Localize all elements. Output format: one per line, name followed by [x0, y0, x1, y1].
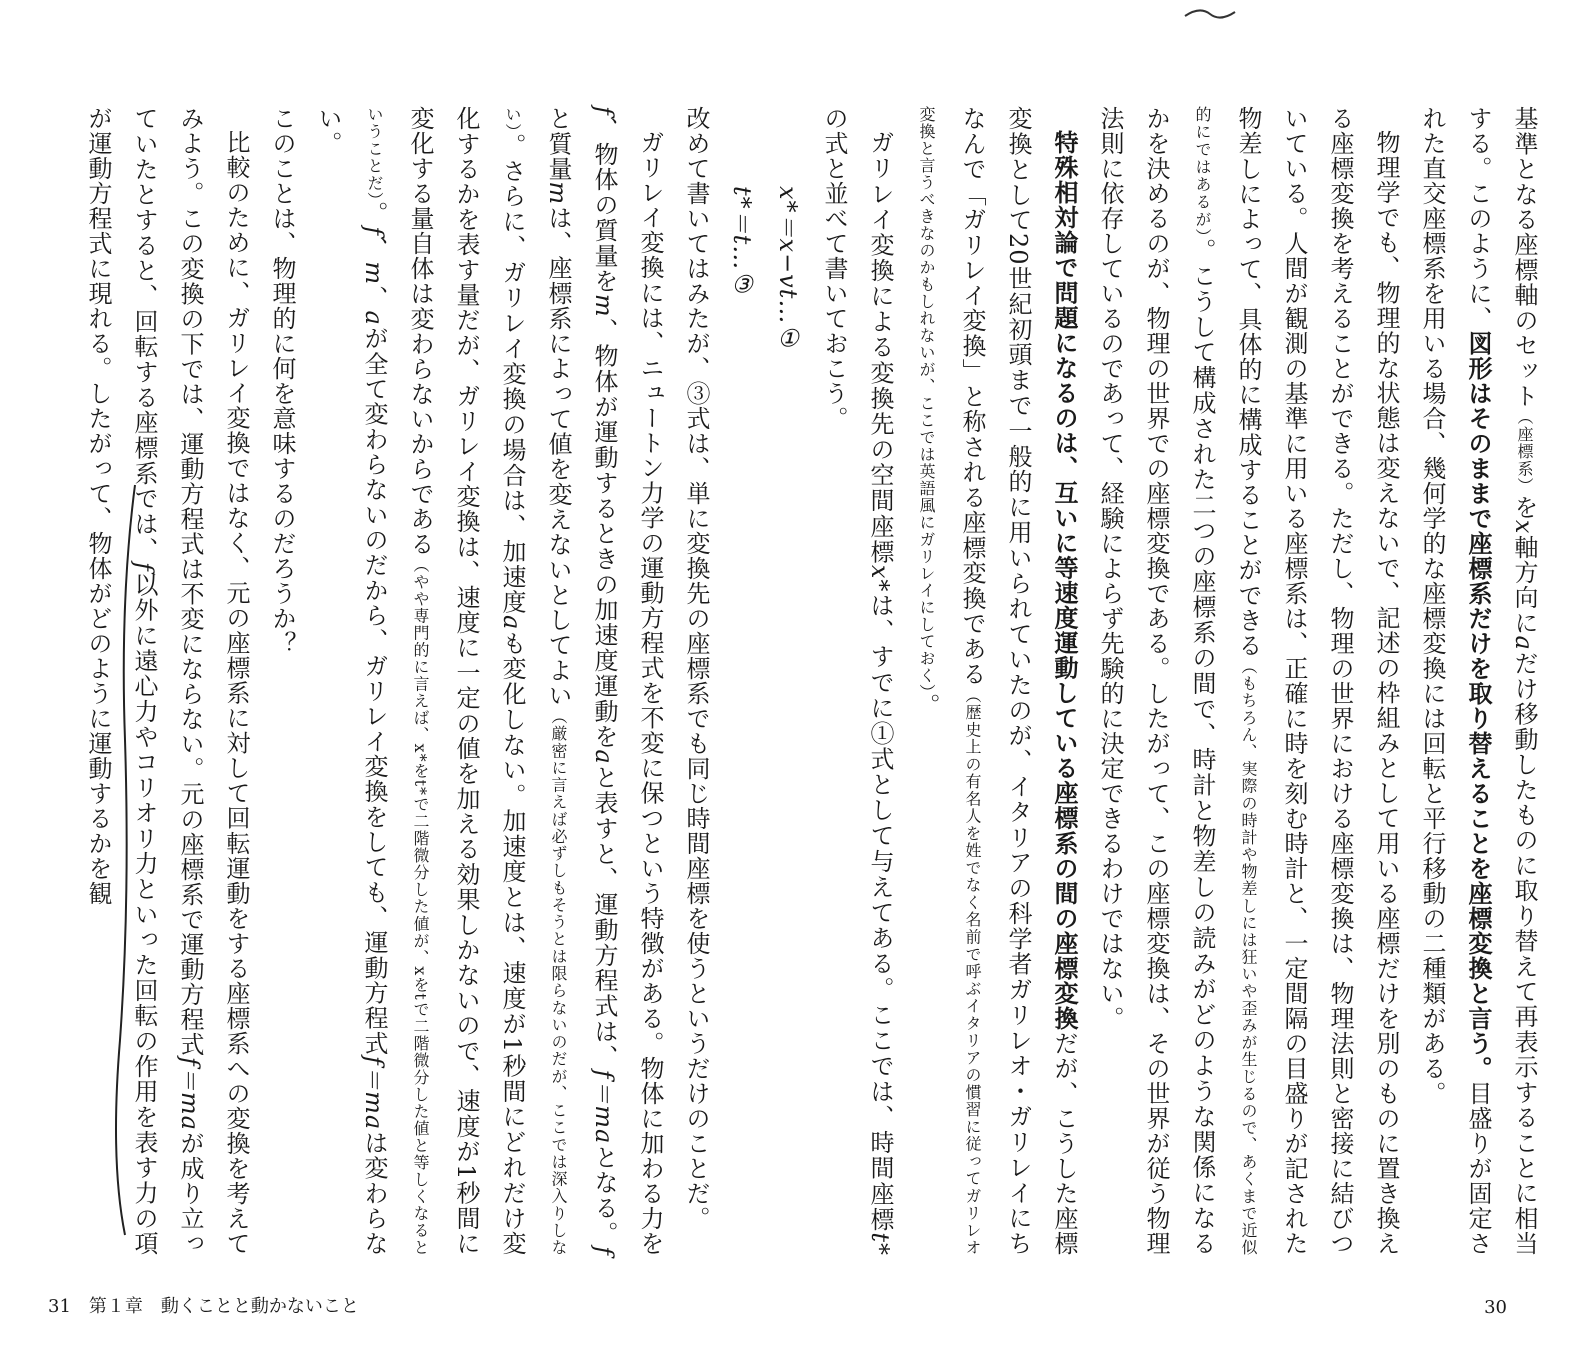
text-run: t*＝t…③ — [728, 186, 756, 300]
text-run: 比較のために、ガリレイ変換ではなく、元の座標系に対して回転運動をする座標系への変換を考えてみよう。この変換の下では、運動方程式は不変にならない。元の座標系で運動方程式 — [176, 106, 250, 1256]
text-run: 、物体が運動するときの加速度運動を — [590, 317, 618, 750]
text-run: 、 — [360, 236, 388, 262]
paragraph — [673, 106, 719, 1256]
note-text: （歴史上の有名人を姓でなく名前で呼ぶイタリアの慣習に従ってガリレオ変換と言うべきなのかもしれないが、ここでは英語風にガリレイにしておく） — [917, 106, 982, 1257]
text-run: 。 — [360, 201, 388, 227]
text-run: 目盛りが固定された直交座標系を用いる場合、幾何学的な座標変換には回転と平行移動の二種類がある。 — [1418, 106, 1492, 1256]
math-symbol: f — [360, 226, 388, 237]
text-run: ガリレイ変換には、ニュートン力学の運動方程式を不変に保つという特徴がある。物体に加わる力を — [636, 130, 664, 1256]
math-symbol: f＝ma — [590, 1069, 618, 1145]
math-symbol: x — [1510, 519, 1538, 535]
vertical-text-body — [47, 106, 1547, 1256]
text-run: が全て変わらないのだから、ガリレイ変換をしても、運動方程式 — [360, 325, 388, 1056]
math-symbol: f — [590, 106, 618, 116]
text-run: と表すと、運動方程式は、 — [590, 764, 618, 1070]
bold-text: 図形はそのままで座標系だけを取り替えることを座標変換と言う。 — [1464, 331, 1493, 1081]
note-text: （座標系） — [1515, 408, 1534, 495]
math-symbol: m — [360, 261, 388, 286]
paragraph — [305, 106, 673, 1256]
text-run: は変わらない。 — [314, 106, 388, 1257]
math-symbol: a — [498, 614, 526, 631]
text-run: だが、こうした座標変換として20世紀初頭まで一般的に用いられていたのが、イタリアの科学者ガリレオ・ガリレイにちなんで「ガリレイ変換」と称される座標変換である — [958, 106, 1078, 1257]
text-run: 、 — [360, 285, 388, 311]
math-symbol: a — [1510, 635, 1538, 651]
bold-text: 特殊相対論で問題になるのは、互いに等速度運動している座標系の間の座標変換 — [1050, 130, 1079, 1031]
math-symbol: m — [544, 181, 572, 206]
text-run: 。さらに、ガリレイ変換の場合は、加速度 — [498, 132, 526, 615]
note-text: （もちろん、実際の時計や物差しには狂いや歪みが生じるので、あくまで近似的にではあるが） — [1193, 106, 1258, 1257]
footer-right-page-number: 30 — [1484, 1297, 1507, 1318]
text-run: 。 — [912, 693, 940, 718]
text-run: と質量 — [544, 106, 572, 182]
note-text: （厳密に言えば必ずしもそうとは限らないのだが、ここでは深入りしない） — [503, 106, 568, 1257]
math-symbol: a — [590, 749, 618, 765]
equation — [719, 106, 765, 1256]
equation — [765, 106, 811, 1256]
math-symbol: m — [590, 293, 618, 318]
paragraph — [903, 106, 1087, 1256]
paragraph — [1087, 106, 1409, 1256]
text-run: 基準となる座標軸のセット — [1510, 106, 1538, 409]
text-run: 軸方向に — [1510, 534, 1538, 636]
math-symbol: f＝ma — [360, 1055, 388, 1131]
text-run: このことは、物理的に何を意味するのだろうか？ — [268, 106, 296, 656]
text-run: 改めて書いてはみたが、③式は、単に変換先の座標系でも同じ時間座標を使うというだけのことだ。 — [682, 106, 710, 1231]
math-symbol: f＝ma — [176, 1056, 204, 1131]
math-symbol: t* — [866, 1232, 894, 1257]
math-symbol: x* — [866, 564, 894, 593]
text-run: ガリレイ変換による変換先の空間座標 — [866, 130, 894, 565]
paragraph — [259, 106, 305, 1256]
text-run: となる。 — [590, 1144, 618, 1247]
math-symbol: f — [130, 562, 158, 572]
text-run: を — [1510, 494, 1538, 520]
header-scribble — [1180, 4, 1240, 24]
text-run: 。こうして構成された二つの座標系の間で、時計と物差しの読みがどのような関係になるかを決めるのが、物理の世界での座標変換である。したがって、この座標変換は、その世界が従う物理法則に依存しているのであって、経験によらず先験的に決定できるわけではない。 — [1096, 106, 1216, 1257]
text-run: 、物体の質量を — [590, 115, 618, 294]
text-run: も変化しない。加速度とは、速度が1秒間にどれだけ変化するかを表す量だが、ガリレイ変換は、速度に一定の値を加える効果しかないので、速度が1秒間に変化する量自体は変わらないからである — [406, 106, 526, 1257]
text-run: が成り立っていたとすると、回転する座標系では、 — [130, 106, 204, 1257]
text-run: は、座標系によって値を変えないとしてよい — [544, 205, 572, 708]
footer-left-page-info: 31 第１章 動くことと動かないこと — [48, 1296, 359, 1317]
paragraph — [811, 106, 903, 1256]
paragraph — [1409, 106, 1547, 1256]
text-run: x*＝x−vt…① — [774, 186, 802, 354]
text-run: 以外に遠心力やコリオリ力といった回転の作用を表す力の項が運動方程式に現れる。したがって、物体がどのように運動するかを観 — [84, 106, 158, 1257]
text-run: は、すでに①式として与えてある。ここでは、時間座標 — [866, 592, 894, 1233]
math-symbol: a — [360, 310, 388, 326]
text-run: の式と並べて書いておこう。 — [820, 106, 848, 431]
note-text: （やや専門的に言えば、x*をt*で二階微分した値が、xをtで二階微分した値と等しくなるということだ） — [365, 106, 430, 1257]
math-symbol: f — [590, 1246, 618, 1257]
text-run: だけ移動したものに取り替えて再表示することに相当する。このように、 — [1464, 106, 1538, 1257]
pencil-annotation — [80, 480, 150, 1240]
text-run: 物理学でも、物理的な状態は変えないで、記述の枠組みとして用いる座標だけを別のものに置き換える座標変換を考えることができる。ただし、物理の世界における座標変換は、物理法則と密接に結びついている。人間が観測の基準に用いる座標系は、正確に時を刻む時計と、一定間隔の目盛りが記された物差しによって、具体的に構成することができる — [1234, 106, 1400, 1256]
